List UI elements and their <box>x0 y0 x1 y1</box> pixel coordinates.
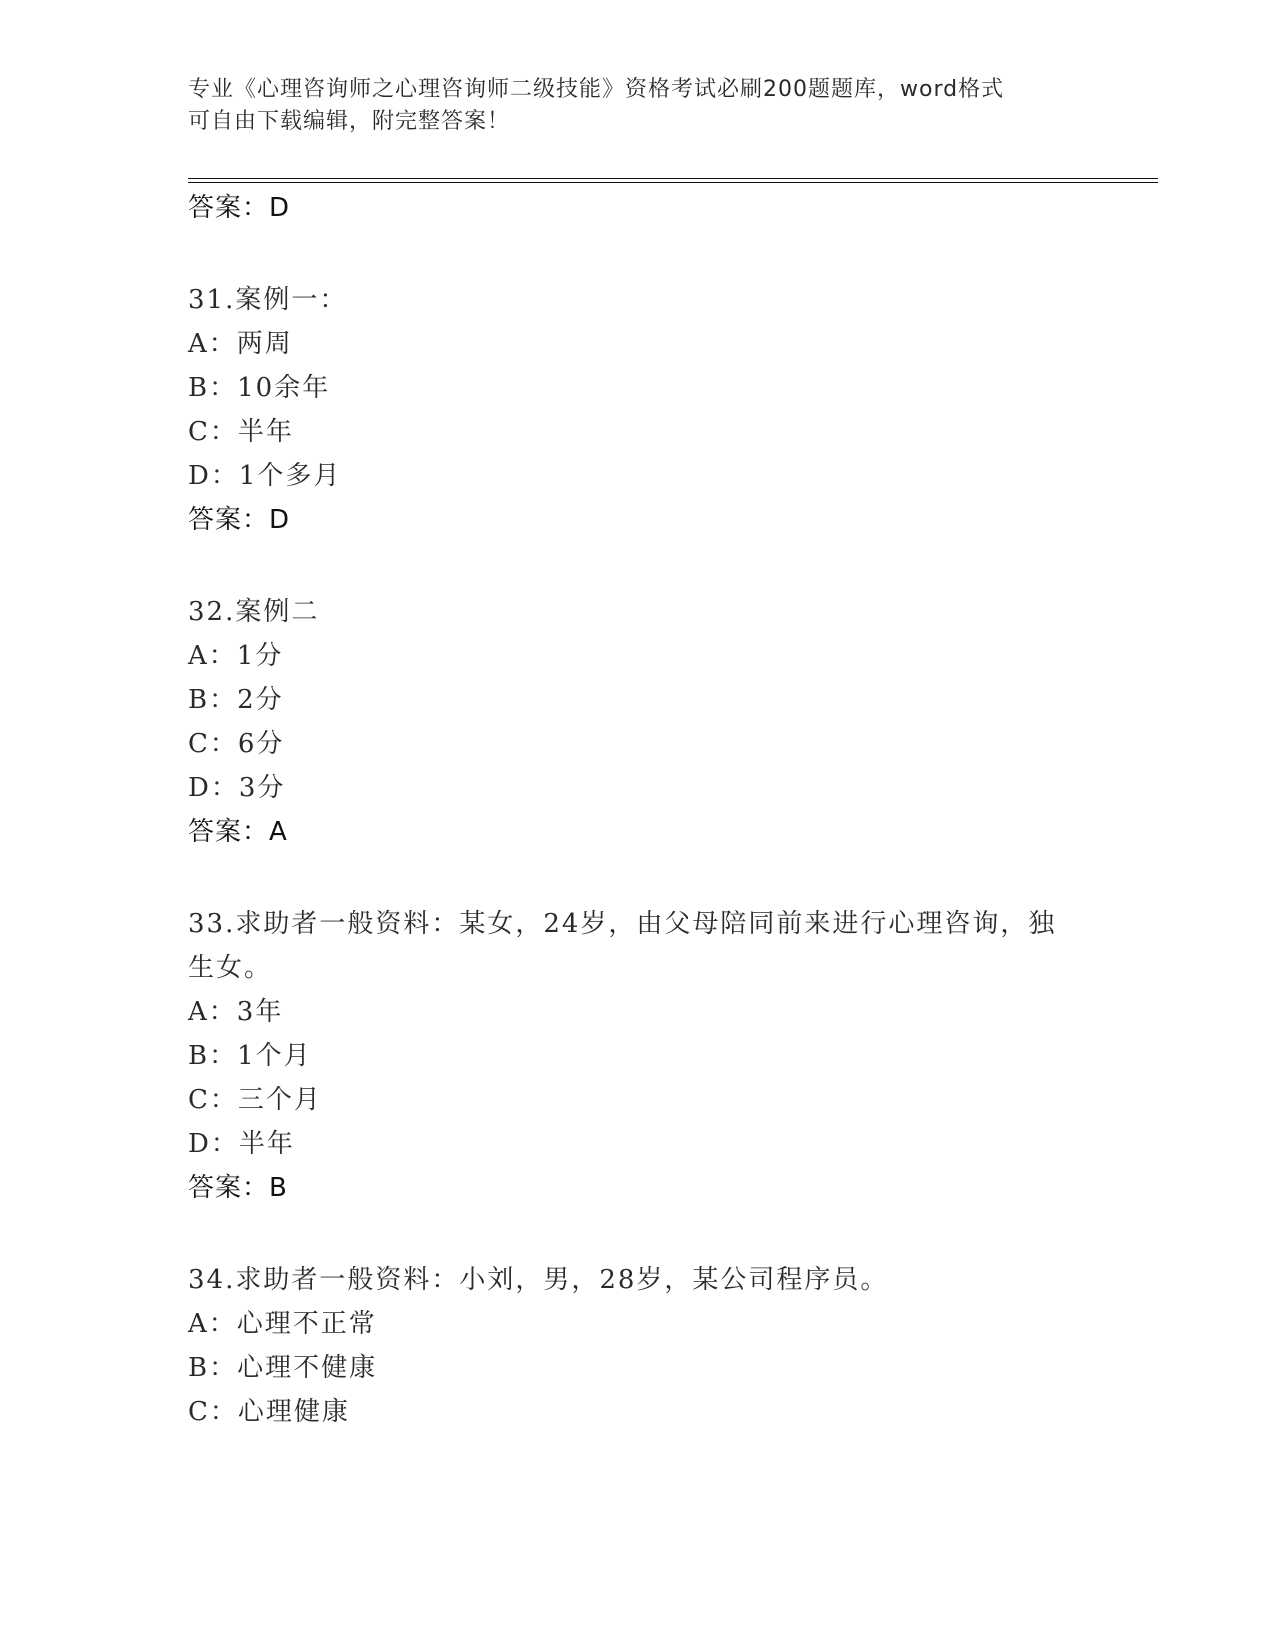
question-33-option-c: C：三个月 <box>188 1085 322 1115</box>
answer-label: 答案： <box>188 193 270 223</box>
answer-value: D <box>269 505 291 535</box>
header-title-line-2: 可自由下载编辑，附完整答案！ <box>188 109 511 134</box>
question-32-option-d: D：3分 <box>188 773 286 803</box>
question-31-answer <box>188 504 290 536</box>
question-33-answer <box>188 1172 288 1204</box>
question-32-option-a: A：1分 <box>188 641 284 671</box>
question-33-stem: 33.求助者一般资料：某女，24岁，由父母陪同前来进行心理咨询，独 <box>188 909 1057 939</box>
answer-value: B <box>269 1173 288 1203</box>
question-33-stem-continued: 生女。 <box>188 953 273 983</box>
question-32-option-c: C：6分 <box>188 729 285 759</box>
question-31-option-d: D：1个多月 <box>188 461 342 491</box>
previous-answer <box>188 192 290 224</box>
header-divider-top <box>188 178 1158 179</box>
header-divider-bottom <box>188 182 1158 183</box>
question-32-answer <box>188 816 288 848</box>
document-header <box>188 74 1068 138</box>
question-34-stem: 34.求助者一般资料：小刘，男，28岁，某公司程序员。 <box>188 1265 889 1295</box>
question-34-option-b: B：心理不健康 <box>188 1353 378 1383</box>
answer-value: A <box>269 817 288 847</box>
question-33-option-d: D：半年 <box>188 1129 295 1159</box>
answer-label: 答案： <box>188 817 270 847</box>
answer-label: 答案： <box>188 1173 270 1203</box>
question-33-option-b: B：1个月 <box>188 1041 312 1071</box>
question-34-option-c: C：心理健康 <box>188 1397 350 1427</box>
question-34-option-a: A：心理不正常 <box>188 1309 377 1339</box>
header-title-line-1: 专业《心理咨询师之心理咨询师二级技能》资格考试必刷200题题库，word格式 <box>188 77 1005 102</box>
question-31-option-a: A：两周 <box>188 329 293 359</box>
question-32-stem: 32.案例二 <box>188 597 320 627</box>
question-32-option-b: B：2分 <box>188 685 284 715</box>
question-31-stem: 31.案例一： <box>188 285 348 315</box>
question-31-option-c: C：半年 <box>188 417 294 447</box>
question-31-option-b: B：10余年 <box>188 373 331 403</box>
answer-value: D <box>269 193 291 223</box>
answer-label: 答案： <box>188 505 270 535</box>
question-33-option-a: A：3年 <box>188 997 284 1027</box>
